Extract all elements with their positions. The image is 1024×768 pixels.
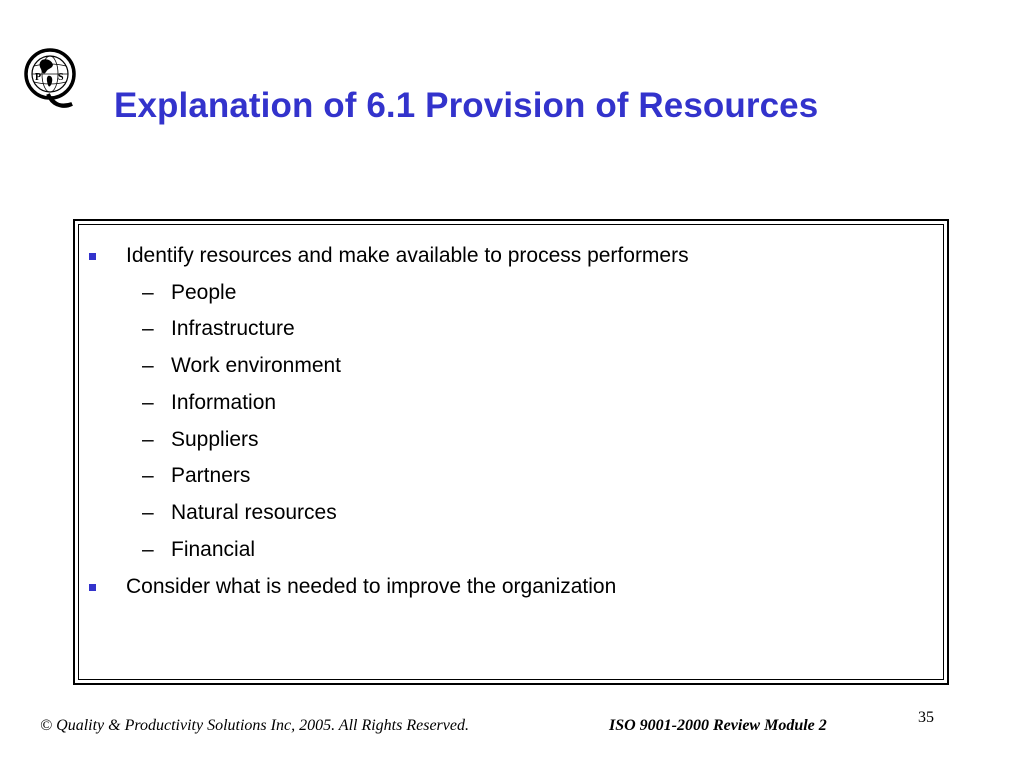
- footer-copyright: © Quality & Productivity Solutions Inc, 2005. All Rights Reserved.: [40, 717, 469, 734]
- sub-item-text: People: [171, 281, 237, 304]
- sub-item-partners: [142, 464, 251, 488]
- square-bullet-icon: [89, 253, 96, 260]
- dash-marker: –: [142, 464, 154, 487]
- globe-q-icon: [22, 44, 84, 112]
- bullet-item-identify-resources: [126, 244, 689, 268]
- sub-item-text: Information: [171, 391, 277, 414]
- svg-text:S: S: [58, 72, 64, 83]
- sub-item-text: Partners: [171, 464, 251, 487]
- sub-item-natural-resources: [142, 501, 337, 525]
- sub-item-people: [142, 281, 237, 305]
- page-number: 35: [918, 709, 934, 726]
- footer-module-title: ISO 9001-2000 Review Module 2: [609, 717, 827, 734]
- sub-item-financial: [142, 538, 256, 562]
- sub-item-text: Work environment: [171, 354, 342, 377]
- svg-text:P: P: [35, 72, 42, 83]
- dash-marker: –: [142, 391, 154, 414]
- sub-item-infrastructure: [142, 317, 295, 341]
- sub-item-text: Financial: [171, 538, 256, 561]
- dash-marker: –: [142, 428, 154, 451]
- dash-marker: –: [142, 538, 154, 561]
- sub-item-text: Suppliers: [171, 428, 259, 451]
- slide-title: Explanation of 6.1 Provision of Resources: [114, 86, 819, 125]
- dash-marker: –: [142, 354, 154, 377]
- dash-marker: –: [142, 501, 154, 524]
- bullet-item-consider-needs: [126, 575, 616, 599]
- content-box: [73, 219, 949, 685]
- square-bullet-icon: [89, 584, 96, 591]
- sub-item-text: Natural resources: [171, 501, 337, 524]
- qps-globe-logo: [22, 44, 84, 112]
- bullet-text: Identify resources and make available to process performers: [126, 244, 689, 267]
- dash-marker: –: [142, 281, 154, 304]
- sub-item-work-environment: [142, 354, 342, 378]
- sub-item-information: [142, 391, 277, 415]
- sub-item-text: Infrastructure: [171, 317, 295, 340]
- dash-marker: –: [142, 317, 154, 340]
- bullet-text: Consider what is needed to improve the organization: [126, 575, 617, 598]
- sub-item-suppliers: [142, 428, 259, 452]
